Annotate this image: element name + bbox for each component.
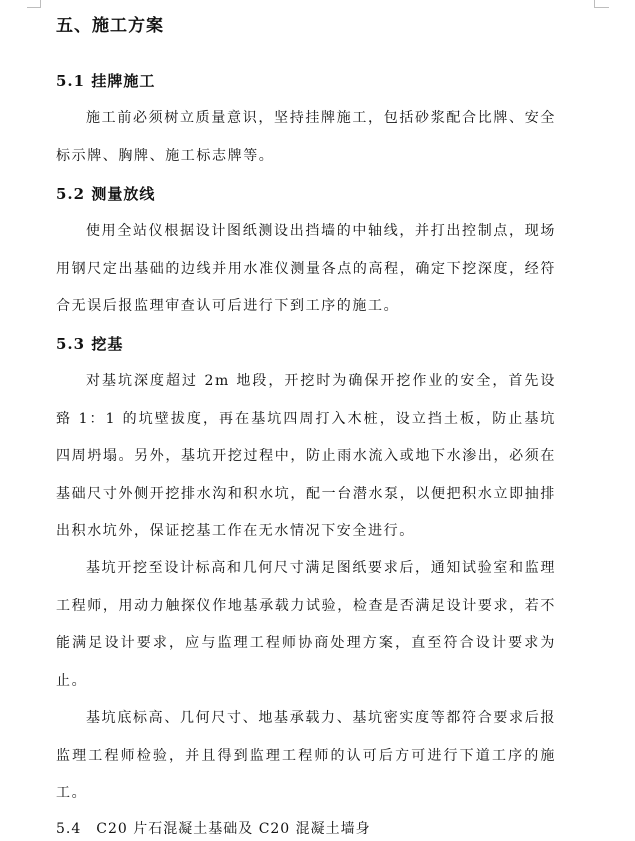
- subsection-heading-5-3: 5.3 挖基: [56, 335, 124, 353]
- crop-mark-right-horizontal: [595, 7, 609, 8]
- paragraph-5-3-2: 基坑开挖至设计标高和几何尺寸满足图纸要求后，通知试验室和监理工程师，用动力触探仪作地基承载力试验，检查是否满足设计要求，若不能满足设计要求，应与监理工程师协商处理方案，直至符合设计要求为止。: [56, 560, 556, 689]
- paragraph-5-3-3: 基坑底标高、几何尺寸、地基承载力、基坑密实度等都符合要求后报监理工程师检验，并且得到监理工程师的认可后方可进行下道工序的施工。: [56, 710, 556, 801]
- subsection-heading-5-4: 5.4 C20 片石混凝土基础及 C20 混凝土墙身: [56, 821, 371, 837]
- section-title: 五、施工方案: [56, 16, 164, 36]
- paragraph-5-3-1: 对基坑深度超过 2m 地段，开挖时为确保开挖作业的安全，首先设臵 1：1 的坑壁拔度，再在基坑四周打入木桩，设立挡土板，防止基坑四周坍塌。另外，基坑开挖过程中，防止雨水流入或地下水渗出，必须在基础尺寸外侧开挖排水沟和积水坑，配一台潜水泵，以便把积水立即抽排出积水坑外，保证挖基工作在无水情况下安全进行。: [56, 373, 556, 539]
- crop-mark-left-horizontal: [27, 7, 41, 8]
- paragraph-5-1-1: 施工前必须树立质量意识，坚持挂牌施工，包括砂浆配合比牌、安全标示牌、胸牌、施工标志牌等。: [56, 110, 556, 164]
- subsection-heading-5-2: 5.2 测量放线: [56, 185, 156, 203]
- subsection-heading-5-1: 5.1 挂牌施工: [56, 72, 156, 90]
- paragraph-5-2-1: 使用全站仪根据设计图纸测设出挡墙的中轴线，并打出控制点，现场用钢尺定出基础的边线并用水准仪测量各点的高程，确定下挖深度，经符合无误后报监理审查认可后进行下到工序的施工。: [56, 223, 556, 314]
